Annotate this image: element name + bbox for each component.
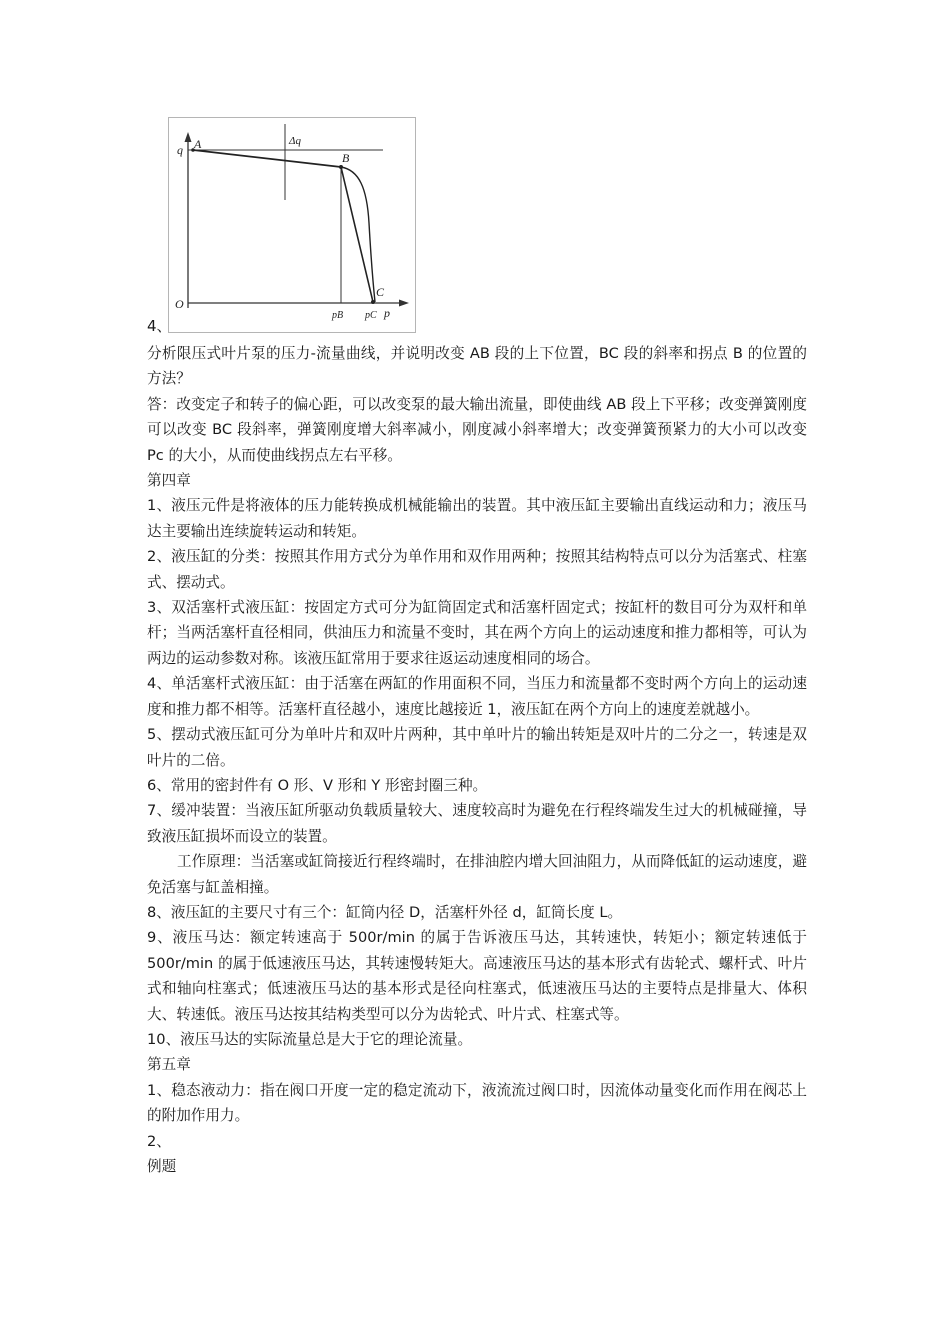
chapter-heading: 第五章: [147, 1056, 191, 1074]
label-delta-q: Δq: [289, 135, 301, 147]
label-pb: pB: [332, 310, 344, 321]
paragraph: 工作原理：当活塞或缸筒接近行程终端时，在排油腔内增大回油阻力，从而降低缸的运动速度，避免活塞与缸盖相撞。: [147, 853, 807, 896]
ab-segment: [193, 150, 341, 167]
paragraph: 4、单活塞杆式液压缸：由于活塞在两缸的作用面积不同，当压力和流量都不变时两个方向上的运动速度和推力都不相等。活塞杆直径越小，速度比越接近 1，液压缸在两个方向上的速度差就越小。: [147, 675, 807, 718]
pressure-flow-curve-figure: [168, 117, 416, 333]
paragraph: 3、双活塞杆式液压缸：按固定方式可分为缸筒固定式和活塞杆固定式；按缸杆的数目可分为双杆和单杆；当两活塞杆直径相同，供油压力和流量不变时，其在两个方向上的运动速度和推力都相等，可认为两边的运动参数对称。该液压缸常用于要求往返运动速度相同的场合。: [147, 599, 807, 667]
label-a: A: [194, 137, 202, 151]
paragraph: 分析限压式叶片泵的压力-流量曲线，并说明改变 AB 段的上下位置，BC 段的斜率和拐点 B 的位置的方法？: [147, 345, 807, 388]
point-c: [371, 300, 375, 304]
point-b: [339, 165, 343, 169]
example-heading: 例题: [147, 1158, 177, 1175]
pressure-flow-diagram: [169, 118, 415, 332]
paragraph: 8、液压缸的主要尺寸有三个：缸筒内径 D，活塞杆外径 d，缸筒长度 L。: [147, 903, 623, 921]
chapter-heading: 第四章: [147, 472, 191, 490]
label-b: B: [342, 151, 350, 165]
paragraph: 9、液压马达：额定转速高于 500r/min 的属于告诉液压马达，其转速快，转矩小；额定转速低于 500r/min 的属于低速液压马达，其转速慢转矩大。高速液压马达的基本形式有齿轮式、螺杆式、叶片式和轴向柱塞式；低速液压马达的基本形式是径向柱塞式，低速液压马达的主要特点是排量大、体积大、转速低。液压马达按其结构类型可以分为齿轮式、叶片式、柱塞式等。: [147, 929, 807, 1023]
paragraph: 2、: [147, 1132, 171, 1150]
paragraph: 5、摆动式液压缸可分为单叶片和双叶片两种，其中单叶片的输出转矩是双叶片的二分之一，转速是双叶片的二倍。: [147, 726, 807, 769]
question-number: 4、: [147, 317, 172, 335]
paragraph: 答：改变定子和转子的偏心距，可以改变泵的最大输出流量，即使曲线 AB 段上下平移；改变弹簧刚度可以改变 BC 段斜率，弹簧刚度增大斜率减小，刚度减小斜率增大；改变弹簧预紧力的大小可以改变 Pc 的大小，从而使曲线拐点左右平移。: [147, 395, 807, 464]
paragraph: 1、稳态液动力：指在阀口开度一定的稳定流动下，液流流过阀口时，因流体动量变化而作用在阀芯上的附加作用力。: [147, 1081, 807, 1125]
paragraph: 7、缓冲装置：当液压缸所驱动负载质量较大、速度较高时为避免在行程终端发生过大的机械碰撞，导致液压缸损坏而设立的装置。: [147, 802, 807, 845]
paragraph: 2、液压缸的分类：按照其作用方式分为单作用和双作用两种；按照其结构特点可以分为活塞式、柱塞式、摆动式。: [147, 548, 807, 591]
label-pc: pC: [365, 310, 377, 321]
bc-segment: [341, 167, 373, 302]
paragraph: 1、液压元件是将液体的压力能转换成机械能输出的装置。其中液压缸主要输出直线运动和力；液压马达主要输出连续旋转运动和转矩。: [147, 497, 807, 540]
paragraph: 6、常用的密封件有 O 形、V 形和 Y 形密封圈三种。: [147, 776, 488, 794]
label-o: O: [175, 297, 184, 311]
label-c: C: [376, 285, 385, 299]
p-axis-arrow: [399, 300, 409, 307]
document-body: [147, 341, 807, 1179]
q-axis-arrow: [185, 132, 192, 142]
label-p: p: [384, 306, 390, 320]
label-q: q: [177, 143, 183, 157]
paragraph: 10、液压马达的实际流量总是大于它的理论流量。: [147, 1030, 473, 1048]
